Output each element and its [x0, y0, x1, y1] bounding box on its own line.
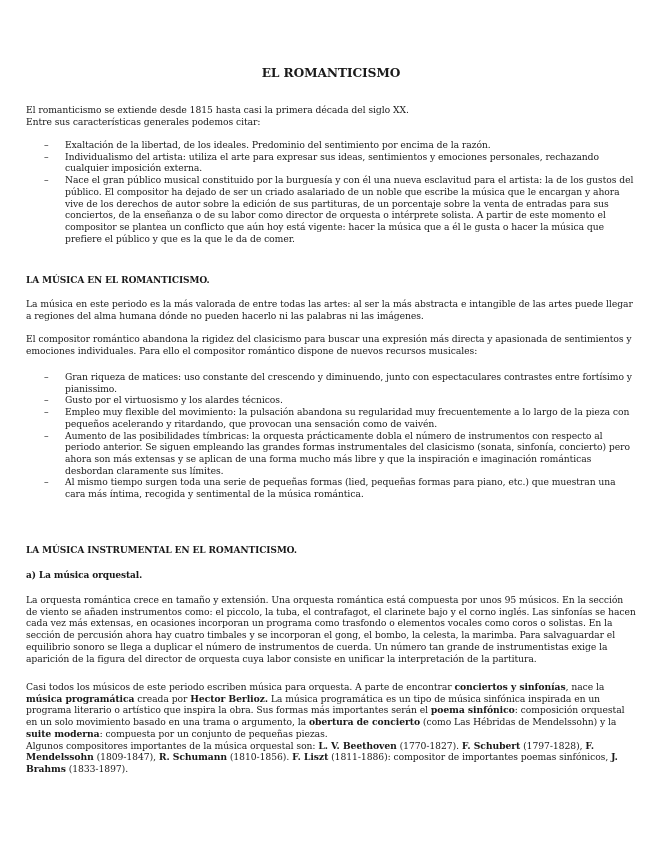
music-paragraph-1: La música en este periodo es la más valorada de entre todas las artes: al ser la más abstracta e intangible de las artes puede llegar a regiones del alma humana dónde no pueden hacerlo ni las palabras ni las imágenes.	[26, 299, 633, 322]
composer-name: R. Schumann	[158, 752, 227, 764]
composer-name: F. Liszt	[292, 752, 329, 764]
text-run: creada por	[134, 693, 191, 705]
text-run: (1833-1897).	[65, 763, 129, 775]
text-run: La música programática es un tipo de música sinfónica inspirada en un programa literario o artístico que inspira la obra. Sus formas más importantes serán el	[26, 693, 601, 717]
list-item: – Gusto por el virtuosismo y los alardes técnicos.	[26, 395, 636, 407]
list-item: – Aumento de las posibilidades tímbricas: la orquesta prácticamente dobla el número de instrumentos con respecto al periodo anterior. Se siguen empleando las grandes formas instrumentales del clasicismo (sonata, sinfonía, concierto) pero ahora son más extensas y se aplican de una forma mucho más libre y que la inspiración e imaginación románticas desbordan claramente sus límites.	[26, 431, 636, 478]
list-item: – Exaltación de la libertad, de los ideales. Predominio del sentimiento por encima de la razón.	[26, 140, 636, 152]
orchestral-paragraph-2	[26, 682, 636, 776]
list-item: – Gran riqueza de matices: uso constante del crescendo y diminuendo, junto con espectaculares contrastes entre fortísimo y pianissimo.	[26, 372, 636, 395]
bold-term: música programática	[26, 693, 135, 705]
resources-list	[26, 372, 636, 501]
section-heading-instrumental: LA MÚSICA INSTRUMENTAL EN EL ROMANTICISMO.	[26, 546, 297, 556]
composer-name: J. Brahms	[26, 752, 618, 775]
composer-name: F. Mendelssohn	[26, 740, 595, 764]
text-run: (como Las Hébridas de Mendelssohn) y la	[420, 717, 617, 729]
composer-name: F. Schubert	[461, 740, 521, 752]
text-run: Algunos compositores importantes de la música orquestal son:	[26, 740, 319, 752]
text-run: (1810-1856).	[226, 752, 293, 764]
intro-line-1: El romanticismo se extiende desde 1815 hasta casi la primera década del siglo XX.	[26, 105, 409, 116]
composer-name: L. V. Beethoven	[318, 740, 397, 752]
text-run: (1797-1828),	[520, 740, 586, 752]
bold-term: obertura de concierto	[308, 717, 421, 729]
text-run: Casi todos los músicos de este periodo escriben música para orquesta. A parte de encontrar	[26, 682, 455, 693]
text-run: , nace la	[565, 682, 605, 693]
bold-term: Hector Berlioz.	[190, 693, 268, 705]
orchestral-paragraph-1: La orquesta romántica crece en tamaño y extensión. Una orquesta romántica está compuesta por unos 95 músicos. En la sección de viento se añaden instrumentos como: el piccolo, la tuba, el contrafagot, el clarinete bajo y el corno inglés. Las sinfonías se hacen cada vez más extensas, en ocasiones incorporan un programa como trasfondo o elementos vocales como coros o solistas. En la sección de percusión ahora hay cuatro timbales y se incorporan el gong, el bombo, la celesta, la marimba. Para salvaguardar el equilibrio sonoro se llega a duplicar el número de instrumentos de cuerda. Un número tan grande de instrumentistas exige la aparición de la figura del director de orquesta cuya labor consiste en unificar la interpretación de la partitura.	[26, 595, 636, 665]
text-run: : compuesta por un conjunto de pequeñas piezas.	[99, 728, 328, 740]
bold-term: suite moderna	[26, 728, 100, 740]
text-run: : composición orquestal en un solo movimiento basado en una trama o argumento, la	[26, 705, 625, 729]
text-run: (1770-1827).	[396, 740, 462, 752]
characteristics-list	[26, 140, 636, 245]
page-title: EL ROMANTICISMO	[261, 66, 401, 80]
subheading-orchestral: a) La música orquestal.	[26, 571, 143, 581]
intro	[26, 105, 636, 128]
list-item: – Nace el gran público musical constituido por la burguesía y con él una nueva esclavitud para el artista: la de los gustos del público. El compositor ha dejado de ser un criado asalariado de un noble que escribe la música que le encargan y ahora vive de los derechos de autor sobre la edición de sus partituras, de un porcentaje sobre la venta de entradas para sus conciertos, de la enseñanza o de su labor como director de orquesta o intérprete solista. A partir de este momento el compositor se plantea un conflicto que aún hoy está vigente: hacer la música que a él le gusta o hacer la música que prefiere el público y que es la que le da de comer.	[26, 175, 636, 245]
bold-term: poema sinfónico	[430, 705, 515, 717]
bold-term: conciertos y sinfonías	[454, 682, 566, 693]
section-heading-music: LA MÚSICA EN EL ROMANTICISMO.	[26, 276, 210, 286]
text-run: (1809-1847),	[93, 752, 159, 764]
music-paragraph-2: El compositor romántico abandona la rigidez del clasicismo para buscar una expresión más directa y apasionada de sentimientos y emociones individuales. Para ello el compositor romántico dispone de nuevos recursos musicales:	[26, 334, 632, 357]
intro-line-2: Entre sus características generales podemos citar:	[26, 116, 261, 128]
list-item: – Al mismo tiempo surgen toda una serie de pequeñas formas (lied, pequeñas formas para piano, etc.) que muestran una cara más íntima, recogida y sentimental de la música romántica.	[26, 477, 636, 500]
list-item: – Empleo muy flexible del movimiento: la pulsación abandona su regularidad muy frecuentemente a lo largo de la pieza con pequeños acelerando y ritardando, que provocan una sensación como de vaivén.	[26, 407, 636, 430]
text-run: (1811-1886): compositor de importantes poemas sinfónicos,	[328, 752, 612, 764]
list-item: – Individualismo del artista: utiliza el arte para expresar sus ideas, sentimientos y emociones personales, rechazando cualquier imposición externa.	[26, 152, 636, 175]
